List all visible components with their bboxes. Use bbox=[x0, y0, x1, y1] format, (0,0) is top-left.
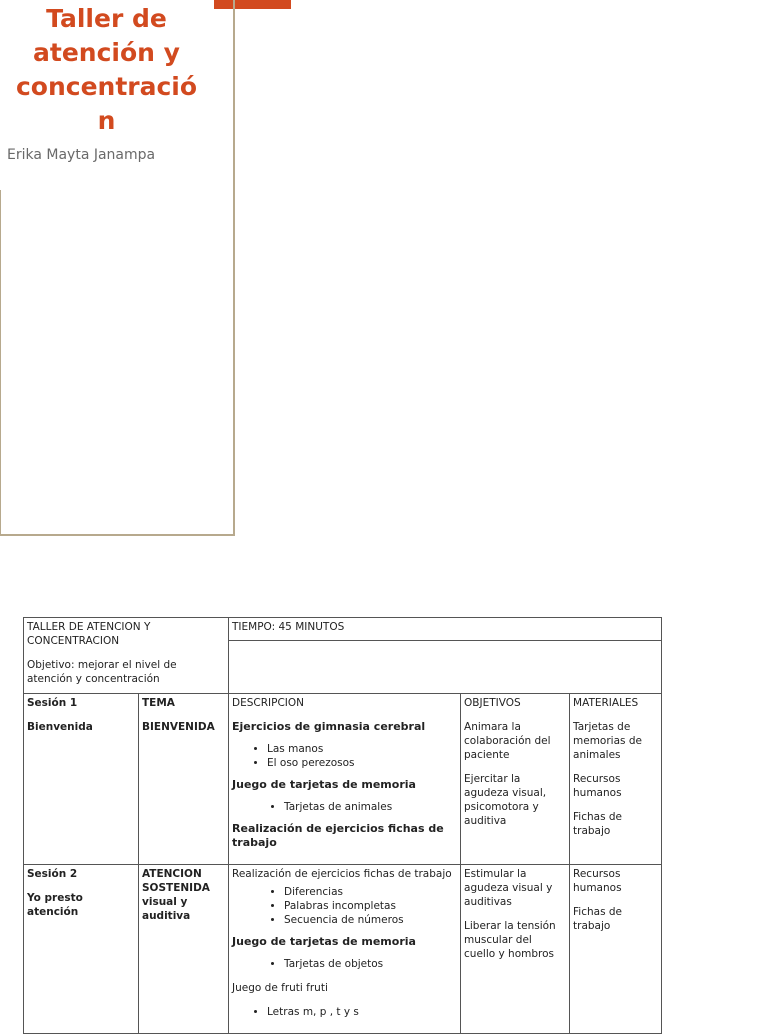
cover-frame-edge bbox=[0, 190, 1, 536]
description-heading: Juego de tarjetas de memoria bbox=[232, 778, 416, 791]
bullet-list bbox=[232, 800, 457, 814]
table-row bbox=[24, 865, 662, 1034]
material-item: Fichas de trabajo bbox=[573, 811, 623, 837]
tema-cell bbox=[139, 865, 229, 1034]
time-cell bbox=[229, 618, 662, 641]
materials-header: MATERIALES bbox=[573, 697, 639, 709]
description-cell bbox=[229, 865, 461, 1034]
material-item: Tarjetas de memorias de animales bbox=[573, 721, 642, 761]
objective-item: Estimular la agudeza visual y auditivas bbox=[464, 868, 553, 908]
tema-label: TEMA bbox=[142, 697, 175, 709]
description-text: Juego de fruti fruti bbox=[232, 982, 328, 994]
table-row bbox=[24, 694, 662, 865]
session-cell bbox=[24, 694, 139, 865]
tema-value: BIENVENIDA bbox=[142, 721, 215, 733]
list-item: • Tarjetas de animales bbox=[284, 800, 457, 814]
workshop-objective: Objetivo: mejorar el nivel de atención y concentración bbox=[27, 659, 177, 685]
objectives-cell bbox=[461, 694, 570, 865]
list-item: • Secuencia de números bbox=[284, 913, 457, 927]
materials-cell bbox=[570, 694, 662, 865]
bullet-list bbox=[232, 957, 457, 971]
list-item: • Diferencias bbox=[284, 885, 457, 899]
description-heading: Realización de ejercicios fichas de trabajo bbox=[232, 822, 444, 849]
materials-cell bbox=[570, 865, 662, 1034]
list-item: • Palabras incompletas bbox=[284, 899, 457, 913]
objectives-cell bbox=[461, 865, 570, 1034]
description-header: DESCRIPCION bbox=[232, 697, 305, 709]
list-item: • Las manos bbox=[267, 742, 457, 756]
description-text: Realización de ejercicios fichas de trabajo bbox=[232, 868, 452, 880]
objective-item: Liberar la tensión muscular del cuello y hombros bbox=[464, 920, 556, 960]
session-cell bbox=[24, 865, 139, 1034]
material-item: Fichas de trabajo bbox=[573, 906, 623, 932]
table-header-cell bbox=[24, 618, 229, 694]
list-item: • El oso perezosos bbox=[267, 756, 457, 770]
material-item: Recursos humanos bbox=[573, 773, 622, 799]
objectives-header: OBJETIVOS bbox=[464, 697, 521, 709]
objective-item: Animara la colaboración del paciente bbox=[464, 721, 551, 761]
description-heading: Juego de tarjetas de memoria bbox=[232, 935, 416, 948]
table-row bbox=[24, 618, 662, 641]
session-name: Bienvenida bbox=[27, 721, 93, 733]
session-label: Sesión 2 bbox=[27, 868, 78, 880]
list-item: • Letras m, p , t y s bbox=[267, 1005, 457, 1019]
session-label: Sesión 1 bbox=[27, 697, 78, 709]
bullet-list bbox=[232, 742, 457, 770]
description-heading: Ejercicios de gimnasia cerebral bbox=[232, 720, 426, 733]
cover-title: Taller de atención y concentració n bbox=[15, 4, 198, 135]
tema-cell bbox=[139, 694, 229, 865]
workshop-title: TALLER DE ATENCION Y CONCENTRACION bbox=[27, 621, 151, 647]
list-item: • Tarjetas de objetos bbox=[284, 957, 457, 971]
objective-item: Ejercitar la agudeza visual, psicomotora y auditiva bbox=[464, 773, 547, 827]
tema-value: ATENCION SOSTENIDA visual y auditiva bbox=[142, 868, 210, 922]
session-name: Yo presto atención bbox=[27, 892, 83, 918]
session-plan-table bbox=[23, 617, 662, 1034]
bullet-list bbox=[232, 1005, 457, 1019]
empty-cell bbox=[229, 641, 662, 694]
cover-author: Erika Mayta Janampa bbox=[7, 147, 156, 163]
time-label: TIEMPO: 45 MINUTOS bbox=[232, 621, 345, 633]
material-item: Recursos humanos bbox=[573, 868, 622, 894]
bullet-list bbox=[232, 885, 457, 927]
description-cell bbox=[229, 694, 461, 865]
